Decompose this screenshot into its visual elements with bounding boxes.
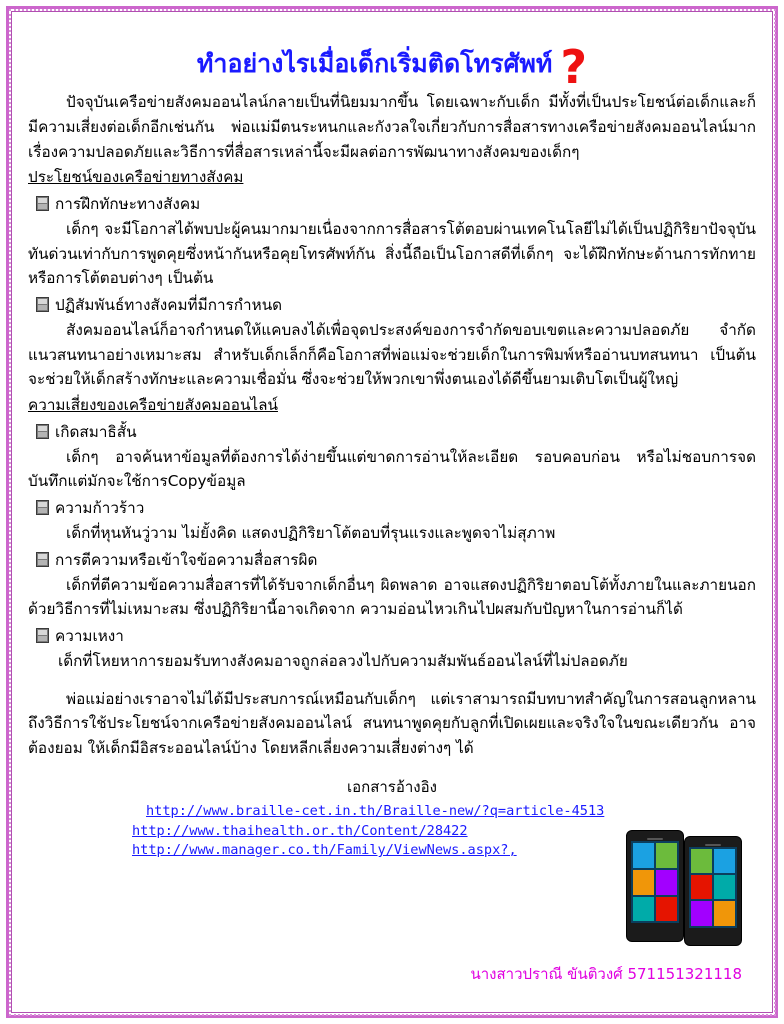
list-item-body: เด็กที่ตีความข้อความสื่อสารที่ได้รับจากเด็กอื่นๆ ผิดพลาด อาจแสดงปฏิกิริยาตอบโต้ทั้งภายในและภายนอกด้วยวิธีการที่ไม่เหมาะสม ซึ่งปฏิกิริยานี้อาจเกิดจาก ความอ่อนไหวเกินไปผสมกับปัญหาในการอ่านก็ได้ (28, 575, 756, 619)
question-mark-glyph: ? (560, 39, 588, 94)
list-item-label: เกิดสมาธิสั้น (55, 422, 137, 441)
list-item-label: ความเหงา (55, 627, 124, 646)
list-item (36, 192, 756, 217)
smartphones-image (626, 826, 742, 946)
tile (656, 843, 677, 868)
spacer (28, 674, 756, 687)
phone-bullet-icon (36, 628, 49, 643)
section-heading-risks: ความเสี่ยงของเครือข่ายสังคมออนไลน์ (28, 396, 278, 415)
phone-screen (631, 841, 679, 923)
list-item-body: เด็กๆ จะมีโอกาสได้พบปะผู้คนมากมายเนื่องจากการสื่อสารโต้ตอบผ่านเทคโนโลยีไม่ได้เป็นปฏิกิริยาปัจจุบันทันด่วนเท่ากับการพูดคุยซึ่งหน้ากันหรือคุยโทรศัพท์กัน สิ่งนี้ถือเป็นโอกาสดีที่เด็กๆ จะได้ฝึกทักษะด้านการทักทาย หรือการโต้ตอบต่างๆ เป็นต้น (28, 219, 756, 288)
list-item-body: เด็กที่หุนหันวู่วาม ไม่ยั้งคิด แสดงปฏิกิริยาโต้ตอบที่รุนแรงและพูดจาไม่สุภาพ (66, 524, 556, 543)
list-item (36, 624, 756, 649)
phone-front (684, 836, 742, 946)
reference-link[interactable]: http://www.braille-cet.in.th/Braille-new/?q=article-4513 (146, 802, 605, 819)
tile (656, 897, 677, 922)
page-title: ทำอย่างไรเมื่อเด็กเริ่มติดโทรศัพท์ (196, 49, 553, 78)
list-item-label: การตีความหรือเข้าใจข้อความสื่อสารผิด (55, 550, 318, 569)
section-heading-benefits: ประโยชน์ของเครือข่ายทางสังคม (28, 168, 244, 187)
phone-bullet-icon (36, 297, 49, 312)
list-item-body: เด็กที่โหยหาการยอมรับทางสังคมอาจถูกล่อลวงไปกับความสัมพันธ์ออนไลน์ที่ไม่ปลอดภัย (58, 651, 628, 670)
document-title-row (28, 39, 756, 94)
list-item-body: เด็กๆ อาจค้นหาข้อมูลที่ต้องการได้ง่ายขึ้นแต่ขาดการอ่านให้ละเอียด รอบคอบก่อน หรือไม่ชอบการจดบันทึกแต่มักจะใช้การCopyข้อมูล (28, 447, 756, 491)
list-item-body: สังคมออนไลน์ก็อาจกำหนดให้แคบลงได้เพื่อจุดประสงค์ของการจำกัดขอบเขตและความปลอดภัย จำกัดแนวสนทนาอย่างเหมาะสม สำหรับเด็กเล็กก็คือโอกาสที่พ่อแม่จะช่วยเด็กในการพิมพ์หรืออ่านบทสนทนา เป็นต้น จะช่วยให้เด็กสร้างทักษะและความเชื่อมั่น ซึ่งจะช่วยให้พวกเขาพึ่งตนเองได้ดีขึ้นยามเติบโตเป็นผู้ใหญ่ (28, 320, 756, 389)
speaker-grill-icon (705, 844, 721, 846)
phone-bullet-icon (36, 424, 49, 439)
tile (691, 849, 712, 873)
phone-bullet-icon (36, 500, 49, 515)
reference-link[interactable]: http://www.thaihealth.or.th/Content/28422 (132, 822, 468, 839)
tile (714, 849, 735, 873)
tile (633, 897, 654, 922)
phone-screen (689, 847, 737, 928)
tile (691, 901, 712, 925)
speaker-grill-icon (647, 838, 663, 840)
references-list (132, 802, 652, 861)
phone-bullet-icon (36, 552, 49, 567)
phone-bullet-icon (36, 196, 49, 211)
reference-link[interactable]: http://www.manager.co.th/Family/ViewNews.aspx?, (132, 842, 517, 859)
list-item (36, 293, 756, 318)
tile (714, 901, 735, 925)
references-title: เอกสารอ้างอิง (347, 777, 437, 796)
list-item-label: ปฏิสัมพันธ์ทางสังคมที่มีการกำหนด (55, 296, 283, 315)
list-item (36, 420, 756, 445)
tile (633, 870, 654, 895)
phone-back (626, 830, 684, 942)
intro-paragraph: ปัจจุบันเครือข่ายสังคมออนไลน์กลายเป็นที่นิยมมากขึ้น โดยเฉพาะกับเด็ก มีทั้งที่เป็นประโยชน์ต่อเด็กและก็มีความเสี่ยงต่อเด็กอีกเช่นกัน พ่อแม่มีตนระหนกและกังวลใจเกี่ยวกับการสื่อสารทางเครือข่ายสังคมออนไลน์มาก เรื่องความปลอดภัยและวิธีการที่สื่อสารเหล่านี้จะมีผลต่อการพัฒนาทางสังคมของเด็กๆ (28, 93, 756, 161)
tile (656, 870, 677, 895)
author-signature: นางสาวปราณี ขันติวงศ์ 571151321118 (470, 965, 742, 983)
list-item-label: การฝึกทักษะทางสังคม (55, 195, 201, 214)
list-item (36, 496, 756, 521)
tile (714, 875, 735, 899)
closing-paragraph: พ่อแม่อย่างเราอาจไม่ได้มีประสบการณ์เหมือนกับเด็กๆ แต่เราสามารถมีบทบาทสำคัญในการสอนลูกหลานถึงวิธีการใช้ประโยชน์จากเครือข่ายสังคมออนไลน์ สนทนาพูดคุยกับลูกที่เปิดเผยและจริงใจในขณะเดียวกัน อาจต้องยอม ให้เด็กมีอิสระออนไลน์บ้าง โดยหลีกเลี่ยงความเสี่ยงต่างๆ ได้ (28, 689, 756, 758)
list-item (36, 548, 756, 573)
document-content (28, 24, 756, 1000)
tile (691, 875, 712, 899)
list-item-label: ความก้าวร้าว (55, 499, 145, 518)
tile (633, 843, 654, 868)
